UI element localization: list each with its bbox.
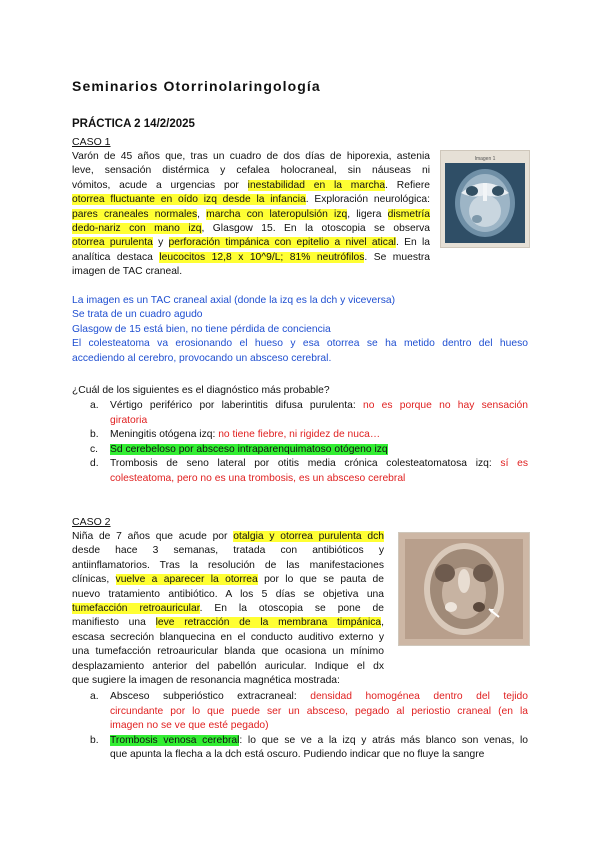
text-line: [110, 414, 528, 429]
note-line: Se trata de un cuadro agudo: [72, 309, 203, 321]
text-run: desde hace 3 semanas, tratada con antibióticos y: [72, 545, 384, 557]
mri-image: [398, 532, 530, 646]
caso2-heading: CASO 2: [72, 516, 111, 528]
annotation-red: giratoria: [110, 414, 148, 426]
text-run: desplazamiento anterior del pabellón auricular. Indique el dx: [72, 660, 384, 672]
annotation-red: circundante por lo que puede ser un absceso, pegado al periostio craneal (en la: [110, 705, 528, 717]
annotation-red: no tiene fiebre, ni rigidez de nuca…: [218, 429, 381, 441]
caso1-options: [72, 399, 528, 487]
text-line: [72, 265, 430, 279]
text-line: [72, 164, 430, 178]
answer-option: [72, 690, 528, 734]
text-run: , Glasgow 15. En la otoscopia se observa: [201, 222, 430, 234]
note-line: accediendo al cerebro, provocando un absceso cerebral.: [72, 352, 332, 364]
text-run: Absceso subperióstico extracraneal:: [110, 691, 311, 702]
text-run: : lo que se ve a la izq y atrás más blanco son venas, lo: [239, 734, 528, 746]
text-run: nuevo tratamiento antibiótico. A los 5 días se objetiva una: [72, 588, 384, 600]
option-marker: a.: [90, 400, 99, 411]
text-line: [72, 251, 430, 265]
text-run: Niña de 7 años que acude por: [72, 531, 234, 542]
text-run: escasa secreción blanquecina en el conducto auditivo externo y: [72, 631, 384, 643]
highlight-yellow: leve retracción de la membrana timpánica: [155, 617, 382, 629]
text-run: . En la otoscopia se pone de: [199, 602, 384, 614]
text-run: . Exploración neurológica:: [305, 194, 430, 206]
option-marker: c.: [90, 443, 99, 455]
text-line: [72, 236, 430, 250]
text-line: [72, 616, 384, 630]
text-line: [72, 602, 384, 616]
highlight-yellow: inestabilidad en la marcha: [247, 179, 386, 191]
caso1-question: ¿Cuál de los siguientes es el diagnóstico más probable?: [72, 385, 330, 396]
text-run: manifiesto una: [72, 617, 156, 629]
text-line: [72, 208, 430, 222]
annotation-red: no es porque no hay sensación: [362, 400, 528, 411]
text-run: por lo que se pauta de: [257, 574, 384, 586]
text-run: vómitos, acude a urgencias por: [72, 179, 248, 191]
text-run: Vértigo periférico por laberintitis difusa purulenta:: [110, 400, 363, 411]
text-run: . Refiere: [385, 179, 430, 191]
text-line: [72, 193, 430, 207]
text-run: ,: [197, 208, 207, 220]
highlight-yellow: otorrea purulenta: [72, 237, 153, 249]
text-run: Meningitis otógena izq:: [110, 429, 219, 441]
caso1-heading: CASO 1: [72, 136, 111, 148]
text-run: analítica destaca: [72, 251, 160, 263]
answer-option: [72, 734, 528, 763]
highlight-yellow: marcha con lateropulsión izq: [206, 208, 348, 220]
highlight-yellow: leucocitos 12,8 x 10^9/L; 81% neutrófilos: [159, 251, 365, 263]
text-run: . En la: [395, 237, 430, 249]
text-run: que sugiere la imagen de resonancia magnética mostrada:: [72, 674, 340, 686]
caso1-description: [72, 150, 430, 280]
caso1-notes: [72, 294, 528, 366]
text-line: [72, 179, 430, 193]
option-marker: a.: [90, 691, 99, 702]
text-line: [72, 660, 384, 674]
ct-scan-image: [440, 150, 530, 248]
text-line: [110, 748, 528, 763]
text-line: [72, 530, 384, 544]
note-line: El colesteatoma va erosionando el hueso y esa otorrea se ha metido dentro del hueso: [72, 338, 528, 350]
answer-option: [72, 443, 528, 458]
text-line: [110, 457, 528, 472]
annotation-red: colesteatoma, pero no es una trombosis, es un absceso cerebral: [110, 472, 406, 484]
text-line: [110, 705, 528, 720]
caso2-description: [72, 530, 384, 688]
highlight-yellow: pares craneales normales: [72, 208, 198, 220]
text-line: [72, 588, 384, 602]
text-run: Trombosis de seno lateral por otitis media crónica colesteatomatosa izq:: [110, 458, 501, 470]
option-marker: b.: [90, 734, 99, 746]
text-line: [110, 734, 528, 749]
option-marker: b.: [90, 429, 99, 441]
text-line: [72, 645, 384, 659]
text-run: leve, sensación distérmica y cefalea holocraneal, sin náuseas ni: [72, 165, 430, 177]
annotation-red: imagen no se ve que esté pegado): [110, 720, 269, 732]
text-run: ,: [381, 617, 384, 629]
text-line: [110, 472, 528, 487]
highlight-yellow: dismetría: [387, 208, 430, 220]
text-line: [110, 399, 528, 414]
annotation-red: densidad homogénea dentro del tejido: [310, 691, 528, 702]
text-line: [72, 544, 384, 558]
text-line: [72, 222, 430, 236]
highlight-yellow: otalgia y otorrea purulenta dch: [233, 531, 384, 542]
document-page: [72, 0, 528, 848]
answer-option: [72, 428, 528, 443]
caso2-options: [72, 690, 528, 763]
text-run: una tumefacción retroauricular blanda que ocasiona un mínimo: [72, 646, 384, 658]
highlight-yellow: perforación timpánica con epitelio a nivel atical: [168, 237, 396, 249]
option-marker: d.: [90, 458, 99, 470]
text-line: [110, 443, 528, 458]
text-run: y: [152, 237, 169, 249]
highlight-yellow: tumefacción retroauricular: [72, 602, 200, 614]
highlight-yellow: vuelve a aparecer la otorrea: [115, 574, 258, 586]
highlight-green: Sd cerebeloso por absceso intraparenquimatoso otógeno izq: [110, 443, 388, 455]
answer-option: [72, 457, 528, 486]
highlight-green: Trombosis venosa cerebral: [110, 734, 240, 746]
section-title: PRÁCTICA 2 14/2/2025: [72, 118, 195, 130]
text-line: [110, 428, 528, 443]
note-line: La imagen es un TAC craneal axial (donde la izq es la dch y viceversa): [72, 295, 395, 306]
text-run: imagen de TAC craneal.: [72, 266, 183, 278]
document-title: Seminarios Otorrinolaringología: [72, 78, 321, 94]
annotation-red: sí es: [500, 458, 528, 470]
text-run: Varón de 45 años que, tras un cuadro de dos días de hiporexia, astenia: [72, 151, 430, 162]
text-run: . Se muestra: [364, 251, 430, 263]
answer-option: [72, 399, 528, 428]
text-run: clínicas,: [72, 574, 116, 586]
text-line: [72, 631, 384, 645]
text-run: , ligera: [347, 208, 388, 220]
note-line: Glasgow de 15 está bien, no tiene pérdida de conciencia: [72, 323, 331, 335]
text-line: [110, 690, 528, 705]
highlight-yellow: dedo-nariz con mano izq: [72, 222, 202, 234]
text-line: [72, 150, 430, 164]
text-run: que apunta la flecha a la dch está oscuro. Pudiendo indicar que no fluye la sangre: [110, 749, 485, 761]
text-run: antiinflamatorios. Tras la resolución de las manifestaciones: [72, 559, 384, 571]
text-line: [110, 719, 528, 734]
text-line: [72, 559, 384, 573]
ct-scan-label: Imagen 1: [474, 156, 496, 162]
text-line: [72, 573, 384, 587]
text-line: [72, 674, 384, 688]
highlight-yellow: otorrea fluctuante en oído izq desde la infancia: [72, 194, 306, 206]
